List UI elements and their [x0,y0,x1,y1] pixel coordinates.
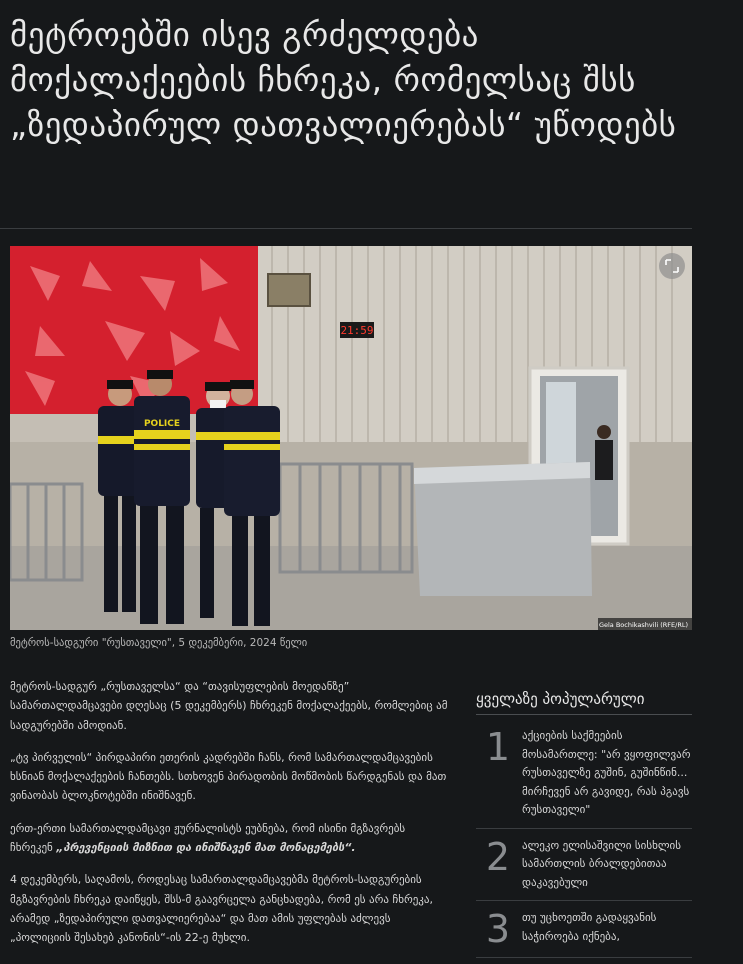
article-photo [10,246,692,630]
paragraph-text: ერთ-ერთი სამართალდამცავი ჟურნალისტს ეუბნება, რომ ისინი მგზავრებს ჩხრეკენ [10,821,406,855]
article-body [10,677,450,961]
most-popular-sidebar [476,690,692,958]
popular-rank: 3 [485,907,511,951]
quote-emphasis: „პრევენციის მიზნით და ინიშნავენ მათ მონაცემებს“. [56,841,356,855]
article-paragraph: 4 დეკემბერს, საღამოს, როდესაც სამართალდამცავებმა მეტროს-სადგურების მგზავრების ჩხრეკა დაიწყეს, შსს-მ გაავრცელა განცხადება, რომ ეს არა ჩხრეკა, არამედ „ზედაპირული დათვალიერებაა“ და მათ ამის უფლებას აძლევს „პოლიციის შესახებ კანონის“-ის 22-ე მუხლი. [10,873,434,945]
article-paragraph: „ტვ პირველის“ პირდაპირი ეთერის კადრებში ჩანს, რომ სამართალდამცავების ხსნიან მოქალაქეების ჩანთებს. სთხოვენ პირადობის მოწმობის წარდგენას და მათ ვინაობას ბლოკნოტებში ინიშნავენ. [10,750,447,803]
popular-item[interactable] [476,901,692,958]
expand-photo-icon[interactable] [659,253,685,279]
popular-item[interactable] [476,829,692,902]
photo-caption: მეტროს-სადგური "რუსთაველი", 5 დეკემბერი, 2024 წელი [10,637,308,649]
popular-rank: 2 [485,834,511,879]
article-paragraph: მეტროს-სადგურ „რუსთაველსა“ და “თავისუფლების მოედანზე” სამართალდამცავები დღესაც (5 დეკემბერს) ჩხრეკენ მოქალაქეებს, რომლებიც ამ სადგურებში ამოდიან. [10,680,448,732]
sidebar-title: ყველაზე პოპულარული [476,690,692,715]
photo-clock: 21:59 [340,324,374,337]
police-label: POLICE [143,419,181,429]
popular-link[interactable]: თუ უცხოეთში გადაყვანის საჭიროება იქნება, [522,911,657,943]
popular-link[interactable]: ალეკო ელისაშვილი სისხლის სამართლის ბრალდებითაა დაკავებული [522,838,681,889]
popular-item[interactable] [476,719,692,829]
photo-credit: Gela Bochikashvili (RFE/RL) [598,621,688,629]
header-divider [0,228,692,229]
popular-link[interactable]: აქციების საქმეების მოსამართლე: "არ ვყოფილვარ რუსთაველზე გუშინ, გუშინწინ... მირჩევენ არ გავიდე, რას პგავს რუსთაველი" [522,729,691,816]
article-headline: მეტროებში ისევ გრძელდება მოქალაქეების ჩხრეკა, რომელსაც შსს „ზედაპირულ დათვალიერებას“ უწოდებს [10,15,677,144]
article-paragraph [10,819,450,858]
popular-rank: 1 [485,725,511,769]
